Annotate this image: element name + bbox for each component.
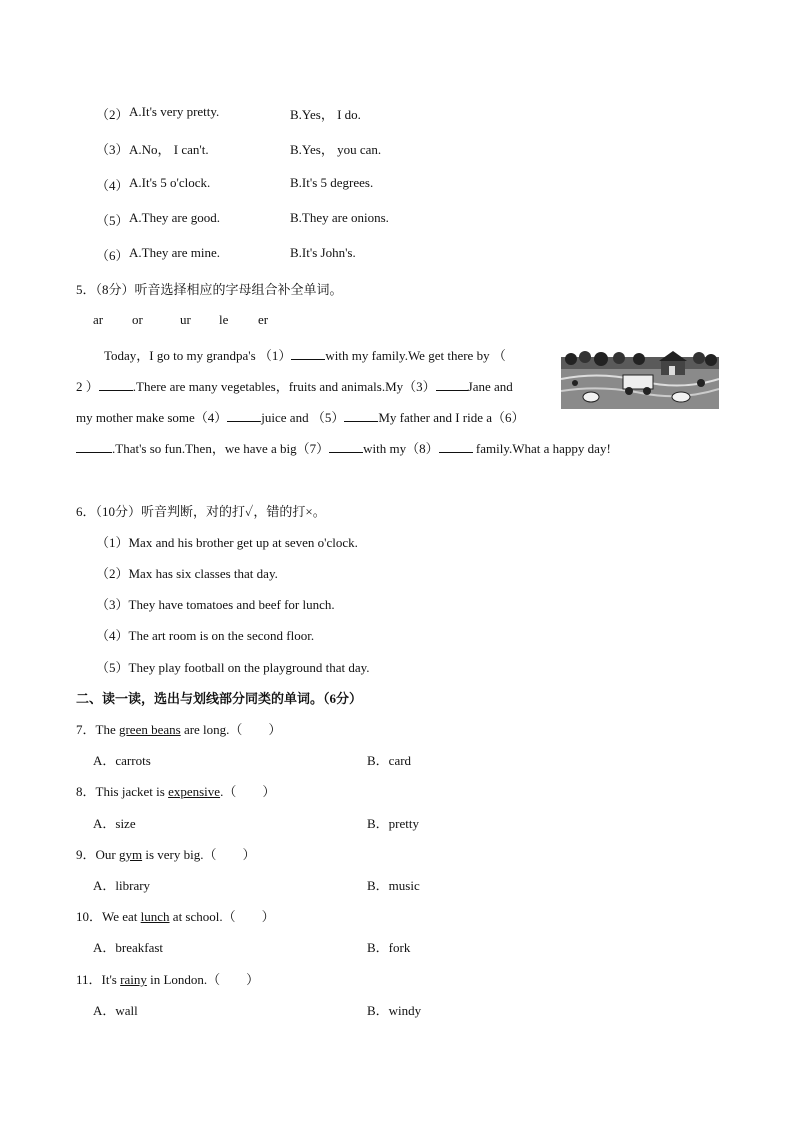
q6-heading: 6．（10分）听音判断，对的打✓，错的打×。 bbox=[76, 504, 326, 519]
q5-passage-line-2 bbox=[76, 376, 513, 395]
q8-option-a: A．size bbox=[93, 816, 136, 831]
section-2-heading: 二、读一读，选出与划线部分同类的单词。（6分） bbox=[76, 691, 363, 706]
q9-option-a: A．library bbox=[93, 878, 151, 893]
q9-option-b: B．music bbox=[367, 878, 420, 893]
passage-text: with my（8） bbox=[363, 441, 439, 456]
q9-question bbox=[76, 844, 255, 863]
q5-passage-line-3 bbox=[76, 407, 525, 426]
question-text: in London.（ ） bbox=[146, 972, 260, 987]
underlined-word: rainy bbox=[120, 972, 147, 987]
q8-option-b: B．pretty bbox=[367, 816, 419, 831]
blank-1 bbox=[291, 349, 325, 360]
q6-statement: （2）Max has six classes that day. bbox=[96, 566, 278, 581]
q4-num: （5） bbox=[96, 213, 129, 228]
blank-3 bbox=[436, 380, 468, 391]
q8-question bbox=[76, 781, 275, 800]
question-text: 10．We eat bbox=[76, 909, 141, 924]
underlined-word: expensive bbox=[168, 784, 221, 799]
q4-option-b: B.They are onions. bbox=[290, 210, 389, 225]
q4-num: （6） bbox=[96, 248, 129, 263]
q10-option-a: A．breakfast bbox=[93, 940, 164, 955]
q4-num: （3） bbox=[96, 142, 129, 157]
q6-statement: （1）Max and his brother get up at seven o'clock. bbox=[96, 535, 358, 550]
passage-text: juice and （5） bbox=[261, 410, 345, 425]
q4-option-b: B.It's John's. bbox=[290, 245, 356, 260]
q10-option-b: B．fork bbox=[367, 940, 411, 955]
q7-option-a: A．carrots bbox=[93, 753, 151, 768]
passage-text: My father and I ride a（6） bbox=[378, 410, 525, 425]
passage-text: Jane and bbox=[467, 379, 513, 394]
question-text: 7．The bbox=[76, 722, 119, 737]
blank-5 bbox=[344, 411, 378, 422]
question-text: 9．Our bbox=[76, 847, 119, 862]
blank-4 bbox=[227, 411, 261, 422]
q6-statement: （3）They have tomatoes and beef for lunch. bbox=[96, 597, 335, 612]
q4-option-a: A.It's very pretty. bbox=[129, 104, 220, 119]
passage-text: .There are many vegetables，fruits and animals.My（3） bbox=[132, 379, 436, 394]
blank-8 bbox=[439, 442, 473, 453]
q4-num: （2） bbox=[96, 107, 129, 122]
q4-option-a: A.No， I can't. bbox=[129, 142, 209, 157]
letter-option: or bbox=[132, 312, 143, 327]
q7-question bbox=[76, 719, 281, 738]
q4-num: （4） bbox=[96, 178, 129, 193]
passage-text: my mother make some（4） bbox=[76, 410, 228, 425]
q4-option-b: B.Yes， I do. bbox=[290, 107, 361, 122]
passage-text: .That's so fun.Then，we have a big（7） bbox=[112, 441, 330, 456]
underlined-word: green beans bbox=[118, 722, 181, 737]
blank-7 bbox=[329, 442, 363, 453]
q4-option-a: A.They are good. bbox=[129, 210, 220, 225]
passage-text: family.What a happy day! bbox=[472, 441, 611, 456]
farm-scene-icon bbox=[561, 349, 719, 409]
letter-option: ur bbox=[180, 312, 191, 327]
letter-option: er bbox=[258, 312, 269, 327]
blank-2 bbox=[99, 380, 133, 391]
underlined-word: gym bbox=[118, 847, 143, 862]
blank-6 bbox=[76, 442, 112, 453]
q6-statement: （5）They play football on the playground that day. bbox=[96, 660, 370, 675]
q4-option-b: B.Yes， you can. bbox=[290, 142, 382, 157]
q4-option-a: A.They are mine. bbox=[129, 245, 220, 260]
q11-question bbox=[76, 969, 259, 988]
q10-question bbox=[76, 906, 275, 925]
q4-option-a: A.It's 5 o'clock. bbox=[129, 175, 211, 190]
question-text: is very big.（ ） bbox=[142, 847, 256, 862]
passage-text: with my family.We get there by （ bbox=[325, 348, 506, 363]
question-text: .（ ） bbox=[220, 784, 276, 799]
q7-option-b: B．card bbox=[367, 753, 412, 768]
q5-heading: 5．（8分）听音选择相应的字母组合补全单词。 bbox=[76, 282, 343, 297]
question-text: are long.（ ） bbox=[180, 722, 282, 737]
q11-option-a: A．wall bbox=[93, 1003, 138, 1018]
q6-statement: （4）The art room is on the second floor. bbox=[96, 628, 315, 643]
question-text: 8．This jacket is bbox=[76, 784, 169, 799]
question-text: 11．It's bbox=[76, 972, 121, 987]
letter-option: le bbox=[219, 312, 229, 327]
q11-option-b: B．windy bbox=[367, 1003, 422, 1018]
farm-illustration bbox=[561, 349, 719, 409]
passage-text: Today，I go to my grandpa's （1） bbox=[104, 348, 292, 363]
q5-passage-line-1 bbox=[104, 345, 506, 364]
q5-passage-line-4 bbox=[76, 438, 611, 457]
letter-option: ar bbox=[93, 312, 104, 327]
question-text: at school.（ ） bbox=[169, 909, 275, 924]
underlined-word: lunch bbox=[140, 909, 170, 924]
q4-option-b: B.It's 5 degrees. bbox=[290, 175, 374, 190]
passage-text: 2 ） bbox=[76, 379, 99, 394]
